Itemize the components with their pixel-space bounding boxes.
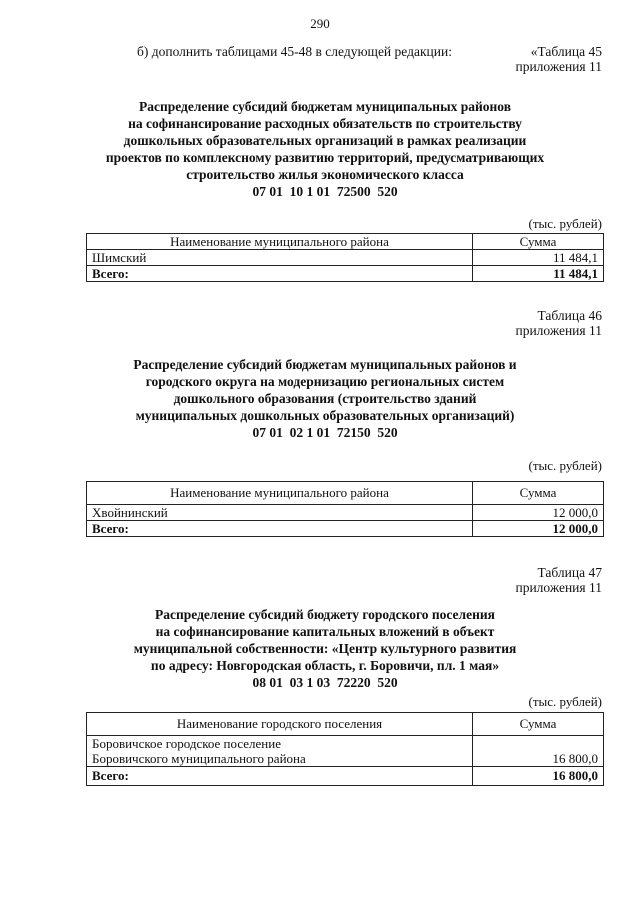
- table-header-row: [87, 713, 604, 736]
- units-label: (тыс. рублей): [528, 458, 602, 473]
- table-47: [86, 712, 604, 786]
- total-label: Всего:: [87, 767, 473, 786]
- table-reference-line: приложения 11: [515, 59, 602, 74]
- column-header-name: Наименование муниципального района: [87, 482, 473, 505]
- total-row: [87, 521, 604, 537]
- total-value: 16 800,0: [473, 767, 604, 786]
- table-45: [86, 233, 604, 282]
- units-label: (тыс. рублей): [528, 694, 602, 709]
- table-row: [87, 736, 604, 767]
- table-header-row: [87, 234, 604, 250]
- table-45-reference: [515, 44, 602, 74]
- total-value: 11 484,1: [473, 266, 604, 282]
- column-header-sum: Сумма: [473, 713, 604, 736]
- row-value: 12 000,0: [473, 505, 604, 521]
- row-value: 11 484,1: [473, 250, 604, 266]
- intro-text: б) дополнить таблицами 45-48 в следующей редакции:: [137, 44, 452, 59]
- budget-code: 08 01 03 1 03 72220 520: [252, 675, 398, 690]
- title-line: муниципальных дошкольных образовательных организаций): [135, 408, 515, 423]
- table-reference-line: «Таблица 45: [530, 44, 602, 59]
- row-name-line: Боровичское городское поселение: [92, 736, 281, 751]
- column-header-name: Наименование муниципального района: [87, 234, 473, 250]
- table-reference-line: приложения 11: [515, 580, 602, 595]
- budget-code: 07 01 10 1 01 72500 520: [252, 184, 398, 199]
- total-label: Всего:: [87, 521, 473, 537]
- column-header-sum: Сумма: [473, 234, 604, 250]
- table-reference-line: Таблица 47: [537, 565, 602, 580]
- total-row: [87, 266, 604, 282]
- units-label: (тыс. рублей): [528, 216, 602, 231]
- table-header-row: [87, 482, 604, 505]
- title-line: на софинансирование расходных обязательств по строительству: [128, 116, 522, 131]
- title-line: Распределение субсидий бюджету городского поселения: [155, 607, 495, 622]
- title-line: дошкольного образования (строительство зданий: [173, 391, 477, 406]
- row-name: Хвойнинский: [87, 505, 473, 521]
- title-line: по адресу: Новгородская область, г. Боровичи, пл. 1 мая»: [150, 658, 500, 673]
- title-line: Распределение субсидий бюджетам муниципальных районов и: [133, 357, 517, 372]
- table-45-title: [70, 98, 580, 200]
- column-header-name: Наименование городского поселения: [87, 713, 473, 736]
- table-46-reference: [515, 308, 602, 338]
- title-line: муниципальной собственности: «Центр культурного развития: [133, 641, 517, 656]
- title-line: городского округа на модернизацию региональных систем: [145, 374, 505, 389]
- table-47-reference: [515, 565, 602, 595]
- row-name: Шимский: [87, 250, 473, 266]
- title-line: Распределение субсидий бюджетам муниципальных районов: [138, 99, 512, 114]
- table-row: [87, 505, 604, 521]
- row-value: 16 800,0: [473, 736, 604, 767]
- table-row: [87, 250, 604, 266]
- table-47-title: [70, 606, 580, 691]
- column-header-sum: Сумма: [473, 482, 604, 505]
- table-reference-line: Таблица 46: [537, 308, 602, 323]
- row-name: [87, 736, 473, 767]
- title-line: проектов по комплексному развитию территорий, предусматривающих: [105, 150, 545, 165]
- page-number: 290: [310, 16, 330, 31]
- title-line: дошкольных образовательных организаций в рамках реализации: [123, 133, 527, 148]
- table-reference-line: приложения 11: [515, 323, 602, 338]
- total-value: 12 000,0: [473, 521, 604, 537]
- budget-code: 07 01 02 1 01 72150 520: [252, 425, 398, 440]
- table-46: [86, 481, 604, 537]
- title-line: строительство жилья экономического класса: [186, 167, 464, 182]
- table-46-title: [70, 356, 580, 441]
- total-row: [87, 767, 604, 786]
- total-label: Всего:: [87, 266, 473, 282]
- row-name-line: Боровичского муниципального района: [92, 751, 306, 766]
- title-line: на софинансирование капитальных вложений в объект: [155, 624, 495, 639]
